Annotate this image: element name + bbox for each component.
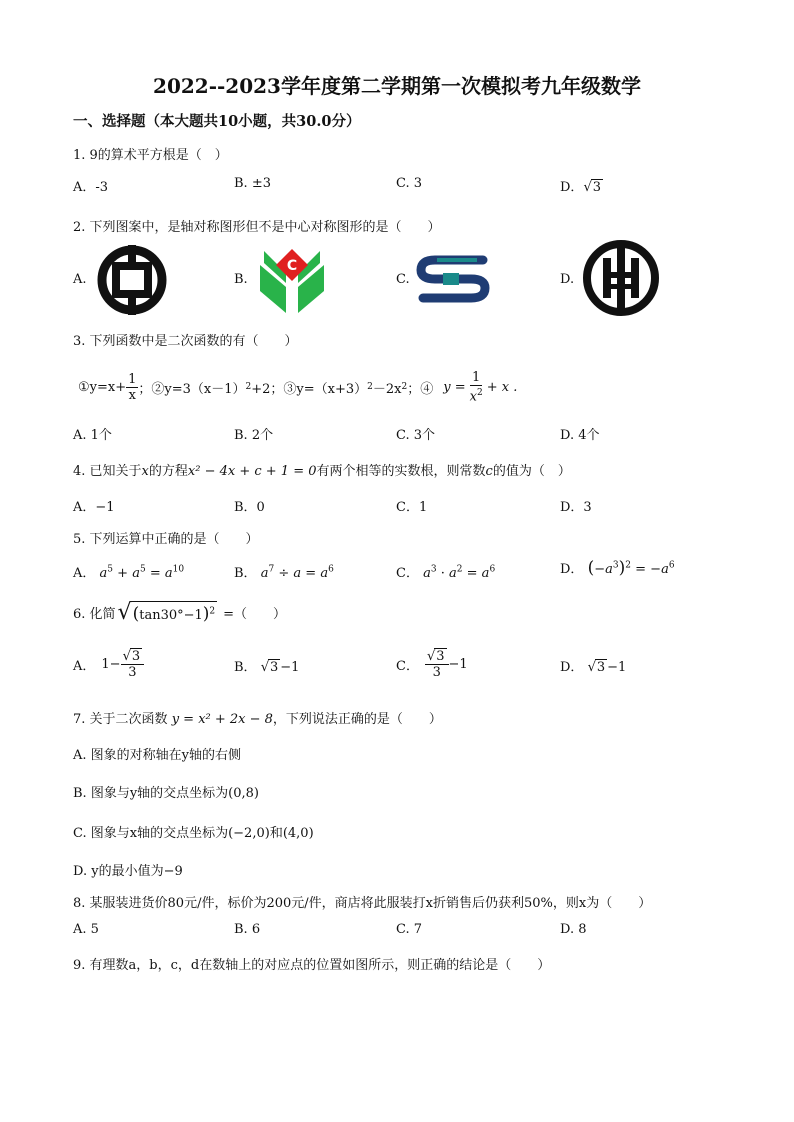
fraction: $\frac{1}{x^2}$: [469, 370, 483, 405]
q6-option-b[interactable]: B． √3 −1: [234, 660, 300, 675]
q1-option-a[interactable]: A．-3: [73, 180, 109, 195]
q3-option-d[interactable]: D. 4个: [560, 428, 600, 443]
q3-option-b[interactable]: B. 2个: [234, 428, 274, 443]
q7-option-d[interactable]: D. y的最小值为−9: [73, 864, 183, 879]
q7-option-a[interactable]: A. 图象的对称轴在y轴的右侧: [73, 748, 241, 763]
q5-option-b[interactable]: B． $a^7 \div a = a^6$: [234, 564, 334, 581]
q8-option-a[interactable]: A. 5: [73, 922, 99, 937]
q2-option-d-label[interactable]: D.: [560, 272, 575, 287]
question-7-stem: 7. 关于二次函数 y = x² + 2x − 8，下列说法正确的是（ ）: [73, 712, 442, 727]
agricultural-bank-logo-icon[interactable]: [256, 243, 328, 315]
q8-option-b[interactable]: B. 6: [234, 922, 261, 937]
fraction: $\frac{1}{x}$: [128, 371, 137, 403]
q5-option-a[interactable]: A． $a^5 + a^5 = a^{10}$: [73, 564, 185, 581]
section-heading: 一、选择题（本大题共10小题，共30.0分）: [73, 113, 361, 130]
q1-option-b[interactable]: B. ±3: [234, 176, 271, 191]
q5-option-c[interactable]: C． $a^3 \cdot a^2 = a^6$: [396, 564, 496, 581]
q6-option-c[interactable]: C． $\frac{√3}{3}$ −1: [396, 649, 468, 680]
q2-option-c-label[interactable]: C.: [396, 272, 410, 287]
question-1-stem: 1. 9的算术平方根是（ ）: [73, 148, 228, 163]
question-6-stem: 6. 化简 √ $(\tan 30^\circ-1)^2$ =（ ）: [73, 600, 287, 625]
q1-option-c[interactable]: C. 3: [396, 176, 423, 191]
q6-option-a[interactable]: A． 1− $\frac{√3}{3}$: [73, 648, 144, 680]
question-4-stem: 4. 已知关于x的方程x² − 4x + c + 1 = 0有两个相等的实数根，则常数c的值为（ ）: [73, 464, 571, 479]
question-8-stem: 8. 某服装进货价80元/件，标价为200元/件，商店将此服装打x折销售后仍获利50%，则x为（ ）: [73, 896, 652, 911]
question-2-stem: 2. 下列图案中，是轴对称图形但不是中心对称图形的是（ ）: [73, 220, 441, 235]
q3-option-a[interactable]: A. 1个: [73, 428, 112, 443]
fraction: $\frac{√3}{3}$: [425, 648, 449, 680]
bank-round-logo-icon[interactable]: [581, 238, 661, 318]
q8-option-d[interactable]: D. 8: [560, 922, 587, 937]
q3-function-list: ①y=x+ $\frac{1}{x}$ ；②y=3（x－1） 2 +2；③y=（x+3） 2 －2x 2 ；④ y = $\frac{1}{x^2}$ + x .: [78, 370, 518, 405]
q6-option-d[interactable]: D． √3 −1: [560, 660, 627, 675]
q2-option-a-label[interactable]: A.: [73, 272, 87, 287]
fraction: $\frac{√3}{3}$: [121, 648, 145, 680]
q4-option-b[interactable]: B．0: [234, 500, 265, 515]
q7-option-c[interactable]: C. 图象与x轴的交点坐标为(−2,0)和(4,0): [73, 826, 314, 841]
question-3-stem: 3. 下列函数中是二次函数的有（ ）: [73, 334, 298, 349]
q1-option-d[interactable]: D．√3: [560, 180, 602, 195]
question-9-stem: 9. 有理数a，b，c，d在数轴上的对应点的位置如图所示，则正确的结论是（ ）: [73, 958, 551, 973]
q4-option-d[interactable]: D．3: [560, 500, 592, 515]
q4-option-c[interactable]: C．1: [396, 500, 428, 515]
q8-option-c[interactable]: C. 7: [396, 922, 423, 937]
q4-option-a[interactable]: A．−1: [73, 500, 115, 515]
bank-of-china-logo-icon[interactable]: [92, 243, 172, 317]
q2-option-b-label[interactable]: B.: [234, 272, 248, 287]
page-title: 2022--2023学年度第二学期第一次模拟考九年级数学: [153, 74, 641, 98]
question-5-stem: 5. 下列运算中正确的是（ ）: [73, 532, 259, 547]
q7-option-b[interactable]: B. 图象与y轴的交点坐标为(0,8): [73, 786, 259, 801]
q5-option-d[interactable]: D． $(-a^3)^2 = -a^6$: [560, 558, 675, 578]
q3-option-c[interactable]: C. 3个: [396, 428, 436, 443]
svg-text:C: C: [286, 258, 298, 274]
s-shape-bank-logo-icon[interactable]: [413, 250, 493, 308]
